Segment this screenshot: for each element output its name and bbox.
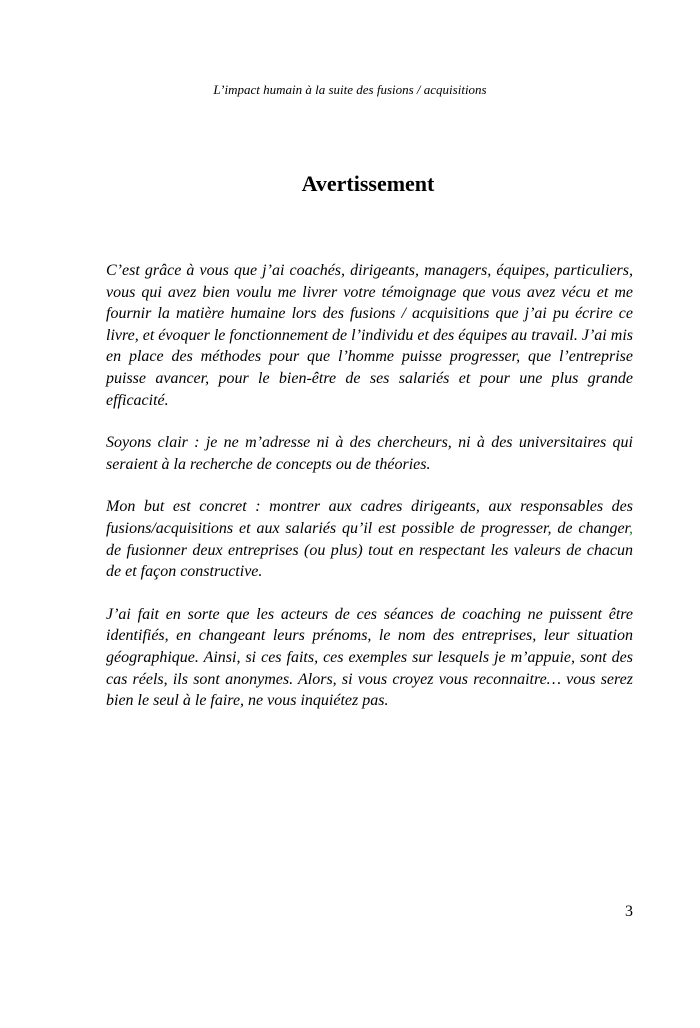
paragraph-3-part-1: Mon but est concret : montrer aux cadres dirigeants, aux responsables des fusions/acquisitions et aux salariés qu’il est possible de progresser, de changer: [106, 498, 633, 537]
highlighted-comma: ,: [629, 519, 633, 537]
page-title: Avertissement: [301, 171, 435, 196]
paragraph-1: C’est grâce à vous que j’ai coachés, dirigeants, managers, équipes, particuliers, vous qui avez bien voulu me livrer votre témoignage que vous avez vécu et me fournir la matière humaine lors des fusions / acquisitions que j’ai pu écrire ce livre, et évoquer le fonctionnement de l’individu et des équipes au travail. J’ai mis en place des méthodes pour que l’homme puisse progresser, que l’entreprise puisse avancer, pour le bien-être de ses salariés et pour une plus grande efficacité.: [106, 262, 633, 409]
paragraph-3: [106, 496, 633, 582]
body-text: [106, 260, 633, 733]
page-number: 3: [625, 903, 633, 920]
running-header: L’impact humain à la suite des fusions / acquisitions: [213, 82, 487, 97]
paragraph-4: J’ai fait en sorte que les acteurs de ces séances de coaching ne puissent être identifiés, en changeant leurs prénoms, le nom des entreprises, leur situation géographique. Ainsi, si ces faits, ces exemples sur lesquels je m’appuie, sont des cas réels, ils sont anonymes. Alors, si vous croyez vous reconnaitre… vous serez bien le seul à le faire, ne vous inquiétez pas.: [106, 605, 633, 710]
paragraph-2: Soyons clair : je ne m’adresse ni à des chercheurs, ni à des universitaires qui seraient à la recherche de concepts ou de théories.: [106, 434, 633, 473]
paragraph-3-part-2: de fusionner deux entreprises (ou plus) tout en respectant les valeurs de chacun de et façon constructive.: [106, 541, 633, 581]
